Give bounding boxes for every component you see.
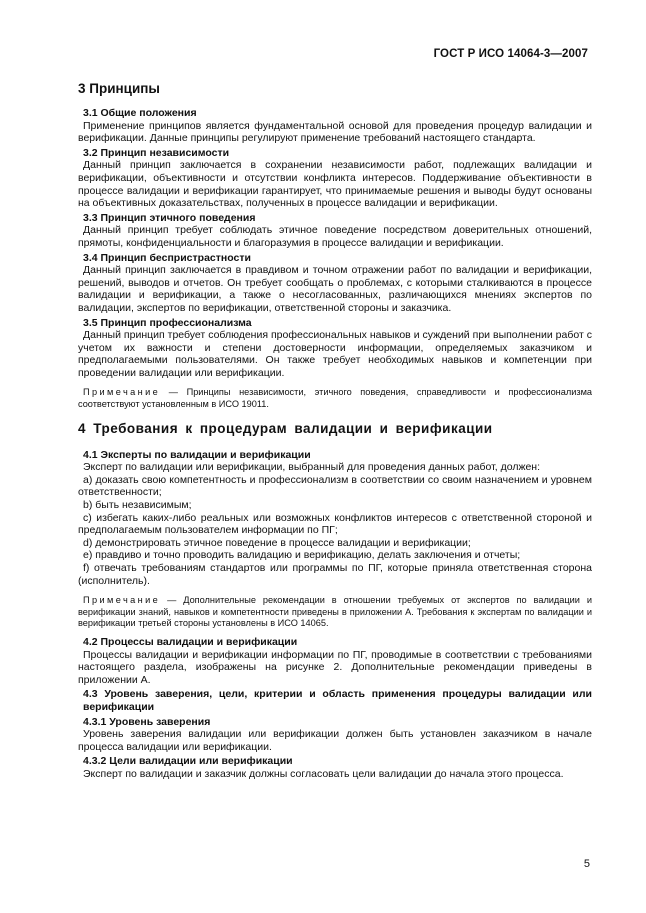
list-item-b: b) быть независимым; — [83, 499, 192, 512]
subsection-4-2-heading: 4.2 Процессы валидации и верификации — [83, 635, 298, 648]
list-item-d: d) демонстрировать этичное поведение в процессе валидации и верификации; — [83, 536, 471, 549]
list-item-c: c) избегать каких-либо реальных или возможных конфликтов интересов с ответственной стороной и предполагаемым пользователем информации по ПГ; — [78, 511, 592, 537]
subsection-3-5-heading: 3.5 Принцип профессионализма — [83, 316, 252, 329]
list-item-a: a) доказать свою компетентность и профессионализм в соответствии со своим назначением и уровнем ответственности; — [78, 473, 592, 499]
standard-header: ГОСТ Р ИСО 14064-3—2007 — [433, 48, 588, 60]
page-number: 5 — [583, 858, 590, 870]
subsection-4-3-2-text: Эксперт по валидации и заказчик должны согласовать цели валидации до начала этого процесса. — [83, 767, 564, 780]
subsection-4-3-1-heading: 4.3.1 Уровень заверения — [83, 715, 211, 728]
subsection-4-1-intro: Эксперт по валидации или верификации, выбранный для проведения данных работ, должен: — [83, 461, 541, 474]
subsection-3-4-text: Данный принцип заключается в правдивом и точном отражении работ по валидации и верификации, решений, выводов и отчетов. Он требует сообщать о проблемах, с которыми сталкиваются в процессе валидации и верификации, а также о несогласованных, различающихся мнениях экспертов по валидации, экспертов по верификации, ответственной стороны и заказчика. — [78, 264, 592, 314]
subsection-3-3-text: Данный принцип требует соблюдать этичное поведение посредством доверительных отношений, прямоты, конфиденциальности и благоразумия в процессе валидации и верификации. — [78, 224, 592, 249]
note-text: — Принципы независимости, этичного поведения, справедливости и профессионализма соответствуют установленным в ИСО 19011. — [78, 387, 592, 410]
subsection-3-4-heading: 3.4 Принцип беспристрастности — [83, 251, 251, 264]
section-4-1-note — [78, 595, 592, 630]
subsection-3-1-text: Применение принципов является фундаментальной основой для проведения процедур валидации и верификации. Данные принципы регулируют применение требований настоящего стандарта. — [78, 119, 592, 145]
list-item-e: e) правдиво и точно проводить валидацию и верификацию, делать заключения и отчеты; — [83, 549, 521, 562]
subsection-3-2-text: Данный принцип заключается в сохранении независимости работ, подлежащих валидации и верификации, объективности и отсутствии конфликта интересов. Поддерживание объективности в процессе валидации и верификации гарантирует, что принимаемые решения и выводы будут основаны на объективных доказательствах, полученных в процессе валидации и верификации. — [78, 159, 592, 210]
subsection-4-3-heading: 4.3 Уровень заверения, цели, критерии и область применения процедуры валидации или верификации — [83, 688, 592, 713]
subsection-3-3-heading: 3.3 Принцип этичного поведения — [83, 211, 256, 224]
note-text: — Дополнительные рекомендации в отношении требуемых от экспертов по валидации и верификации знаний, навыков и компетентности приведены в приложении А. Требования к экспертам по валидации и верификации третьей стороны установлены в ИСО 14065. — [78, 595, 592, 629]
subsection-3-2-heading: 3.2 Принцип независимости — [83, 146, 230, 159]
section-3-note — [78, 387, 592, 410]
subsection-4-2-text: Процессы валидации и верификации информации по ПГ, проводимые в соответствии с требованиями настоящего раздела, изображены на рисунке 2. Дополнительные рекомендации приведены в приложении А. — [78, 648, 592, 686]
section-3-heading: 3 Принципы — [78, 81, 160, 96]
subsection-3-5-text: Данный принцип требует соблюдения профессиональных навыков и суждений при выполнении работ с учетом их важности и степени достоверности информации, определяемых заказчиком и предполагаемыми пользователями. Он также требует необходимых навыков и компетенции при проведении валидации или верификации. — [78, 329, 592, 379]
list-item-f: f) отвечать требованиям стандартов или программы по ПГ, которые приняла ответственная сторона (исполнитель). — [78, 562, 592, 587]
section-4-heading: 4 Требования к процедурам валидации и верификации — [78, 420, 493, 436]
page-content — [78, 81, 592, 781]
subsection-4-3-2-heading: 4.3.2 Цели валидации или верификации — [83, 755, 293, 768]
note-label: Примечание — [83, 387, 161, 398]
note-label: Примечание — [83, 595, 161, 606]
subsection-4-1-heading: 4.1 Эксперты по валидации и верификации — [83, 448, 311, 461]
subsection-4-3-1-text: Уровень заверения валидации или верификации должен быть установлен заказчиком в начале процесса валидации или верификации. — [78, 728, 592, 753]
subsection-3-1-heading: 3.1 Общие положения — [83, 107, 197, 119]
